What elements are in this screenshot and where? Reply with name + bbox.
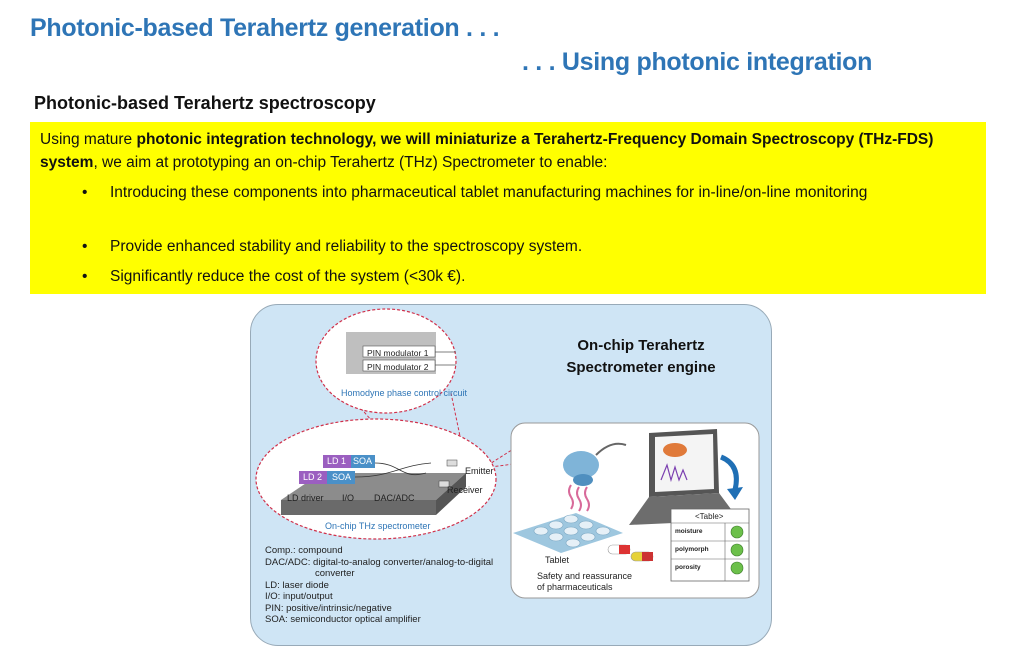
intro-tail: , we aim at prototyping an on-chip Terahertz (THz) Spectrometer to enable: <box>93 154 608 171</box>
intro-paragraph <box>40 128 980 174</box>
intro-lead: Using mature <box>40 131 137 148</box>
ok-face-icon <box>731 526 743 538</box>
bullet-item <box>82 181 942 227</box>
table-label: <Table> <box>695 512 724 521</box>
table-row-polymorph: polymorph <box>675 546 709 553</box>
bullet-item <box>82 235 942 258</box>
table-row-porosity: porosity <box>675 564 701 571</box>
legend-line: PIN: positive/intrinsic/negative <box>265 602 392 614</box>
section-subtitle: Photonic-based Terahertz spectroscopy <box>34 93 376 113</box>
ld1-label: LD 1 <box>327 456 347 466</box>
bullet-text: Introducing these components into pharmaceutical tablet manufacturing machines for in-line/on-line monitoring <box>110 184 868 201</box>
bullet-item <box>82 265 942 288</box>
chip-caption: On-chip THz spectrometer <box>325 521 431 531</box>
dac-adc-label: DAC/ADC <box>374 493 415 503</box>
safety-line-2: of pharmaceuticals <box>537 582 613 592</box>
spectrometer-figure <box>250 304 772 646</box>
legend-line: DAC/ADC: digital-to-analog converter/analog-to-digital <box>265 556 494 568</box>
emitter-label: Emitter <box>465 466 494 476</box>
io-label: I/O <box>342 493 355 503</box>
legend-line: I/O: input/output <box>265 591 333 602</box>
safety-line-1: Safety and reassurance <box>537 571 633 581</box>
soa2-label: SOA <box>332 472 352 482</box>
intro-bold: photonic integration technology, we will miniaturize a Terahertz-Frequency Domain Spectroscopy (THz-FDS) system <box>40 131 934 171</box>
bullet-dot: • <box>82 268 88 285</box>
legend-line: LD: laser diode <box>265 579 329 591</box>
tablet-label: Tablet <box>545 555 570 565</box>
ld-driver-label: LD driver <box>287 493 324 503</box>
bullet-text: Significantly reduce the cost of the system (<30k €). <box>110 268 466 285</box>
abbreviation-legend <box>265 545 493 626</box>
soa1-label: SOA <box>353 456 373 466</box>
title-line-2: . . . Using photonic integration <box>522 48 873 76</box>
ok-face-icon <box>731 562 743 574</box>
homodyne-label: Homodyne phase control circuit <box>341 388 468 398</box>
ok-face-icon <box>731 544 743 556</box>
legend-line: Comp.: compound <box>265 545 343 556</box>
table-row-moisture: moisture <box>675 528 703 535</box>
bullet-text: Provide enhanced stability and reliability to the spectroscopy system. <box>110 238 583 255</box>
legend-line: converter <box>315 568 355 579</box>
legend-line: SOA: semiconductor optical amplifier <box>265 614 421 625</box>
ld2-label: LD 2 <box>303 472 323 482</box>
engine-line-2: Spectrometer engine <box>566 359 716 376</box>
pin-modulator-1-label: PIN modulator 1 <box>367 348 429 358</box>
engine-line-1: On-chip Terahertz <box>577 337 705 354</box>
bullet-dot: • <box>82 238 88 255</box>
receiver-label: Receiver <box>447 485 483 495</box>
title-line-1: Photonic-based Terahertz generation . . . <box>30 14 500 42</box>
emitter-chip <box>447 460 457 466</box>
bullet-dot: • <box>82 184 88 201</box>
pin-modulator-2-label: PIN modulator 2 <box>367 362 429 372</box>
highlight-box <box>30 122 986 294</box>
engine-caption <box>551 335 731 379</box>
